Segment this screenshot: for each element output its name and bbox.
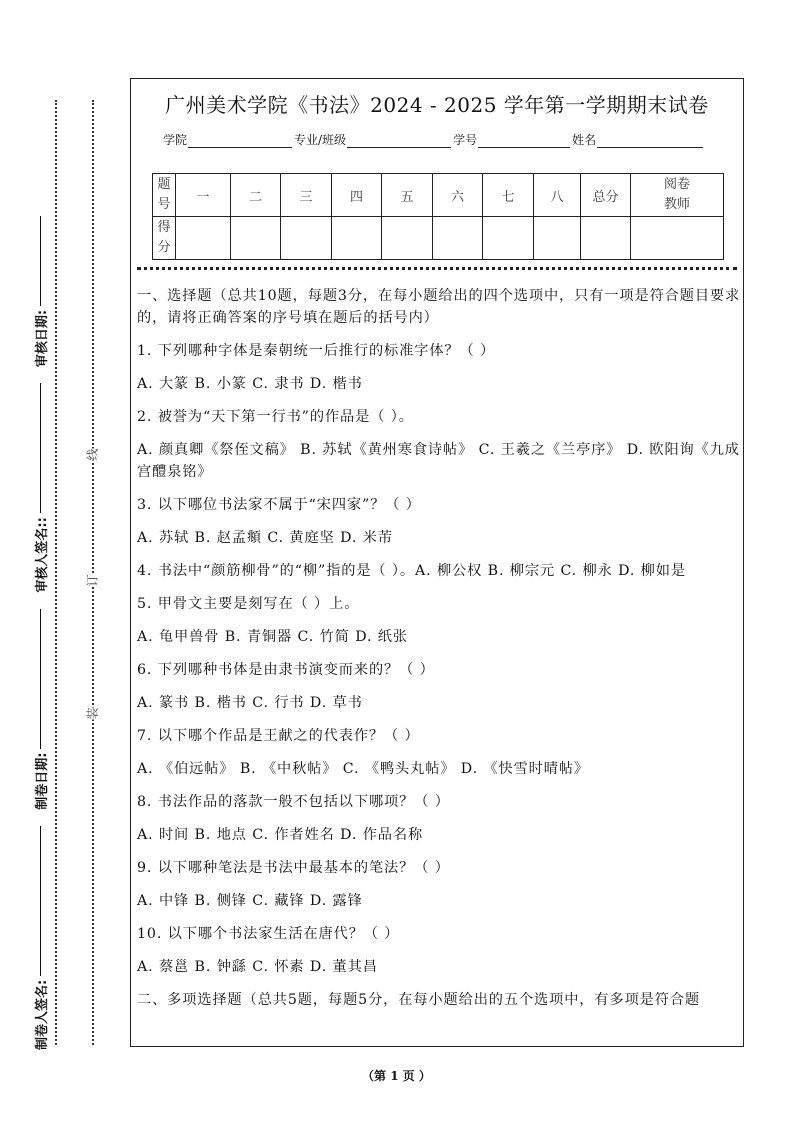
- col-4: 四: [332, 174, 382, 217]
- question-10: 10. 以下哪个书法家生活在唐代？（ ）: [137, 926, 400, 942]
- major-class-field[interactable]: [347, 133, 451, 148]
- question-4: 4. 书法中“颜筋柳骨”的“柳”指的是（ ）。A. 柳公权 B. 柳宗元 C. 柳永 D. 柳如是: [137, 563, 686, 579]
- student-info-line: [163, 131, 705, 148]
- question-9: 9. 以下哪种笔法是书法中最基本的笔法？（ ）: [137, 860, 450, 876]
- col-1: 一: [176, 174, 231, 217]
- student-id-label: 学号: [453, 133, 478, 147]
- score-cell[interactable]: [231, 217, 281, 260]
- question-7-options: A. 《伯远帖》 B. 《中秋帖》 C. 《鸭头丸帖》 D. 《快雪时晴帖》: [137, 761, 590, 777]
- signature-strip: [30, 100, 50, 1050]
- name-label: 姓名: [572, 133, 597, 147]
- binding-dotted-line-inner: [92, 100, 94, 1045]
- score-cell[interactable]: [483, 217, 534, 260]
- question-10-options: A. 蔡邕 B. 钟繇 C. 怀素 D. 董其昌: [137, 959, 378, 975]
- section-2-heading: 二、多项选择题（总共5题，每题5分，在每小题给出的五个选项中，有多项是符合题: [137, 992, 701, 1008]
- page-number: （第 1 页 ）: [362, 1069, 431, 1083]
- college-label: 学院: [163, 133, 188, 147]
- dotted-separator: [137, 267, 737, 270]
- score-table: [152, 173, 724, 260]
- student-id-field[interactable]: [478, 133, 570, 148]
- binding-char-zhuang: 装: [85, 707, 100, 720]
- make-date-field[interactable]: [40, 609, 41, 749]
- question-7: 7. 以下哪个作品是王献之的代表作？（ ）: [137, 728, 420, 744]
- score-cell[interactable]: [176, 217, 231, 260]
- maker-signature-field[interactable]: [40, 826, 41, 976]
- score-table-header-row: [153, 174, 724, 217]
- col-total: 总分: [581, 174, 631, 217]
- score-cell[interactable]: [281, 217, 332, 260]
- col-3: 三: [281, 174, 332, 217]
- col-reviewer: 阅卷 教师: [631, 174, 724, 217]
- question-2: 2. 被誉为“天下第一行书”的作品是（ ）。: [137, 409, 414, 425]
- reviewer-signature-field[interactable]: [40, 383, 41, 513]
- question-1: 1. 下列哪种字体是秦朝统一后推行的标准字体？（ ）: [137, 343, 496, 359]
- binding-char-ding: 订: [85, 574, 100, 587]
- section-1-heading: 一、选择题（总共10题，每题3分，在每小题给出的四个选项中，只有一项是符合题目要求的，请将正确答案的序号填在题后的括号内）: [137, 288, 741, 326]
- score-cell[interactable]: [433, 217, 483, 260]
- name-field[interactable]: [597, 133, 703, 148]
- col-2: 二: [231, 174, 281, 217]
- question-1-options: A. 大篆 B. 小篆 C. 隶书 D. 楷书: [137, 376, 363, 392]
- score-cell[interactable]: [382, 217, 433, 260]
- maker-signature-label: 制卷人签名:: [34, 979, 50, 1050]
- binding-dotted-line-outer: [55, 100, 57, 1045]
- question-8: 8. 书法作品的落款一般不包括以下哪项？（ ）: [137, 794, 450, 810]
- question-5-options: A. 龟甲兽骨 B. 青铜器 C. 竹简 D. 纸张: [137, 629, 408, 645]
- exam-page-frame: [130, 78, 744, 1047]
- question-number-label: 题 号: [153, 174, 176, 217]
- make-date-label: 制卷日期:: [34, 752, 50, 810]
- col-8: 八: [534, 174, 581, 217]
- score-label: 得 分: [153, 217, 176, 260]
- question-6: 6. 下列哪种书体是由隶书演变而来的？（ ）: [137, 662, 435, 678]
- major-class-label: 专业/班级: [294, 133, 347, 147]
- reviewer-signature-label: 审核人签名::: [34, 517, 50, 593]
- question-6-options: A. 篆书 B. 楷书 C. 行书 D. 草书: [137, 695, 363, 711]
- exam-body: [137, 285, 741, 1022]
- review-date-label: 审核日期:: [34, 309, 50, 368]
- college-field[interactable]: [188, 133, 292, 148]
- score-table-score-row: [153, 217, 724, 260]
- question-9-options: A. 中锋 B. 侧锋 C. 藏锋 D. 露锋: [137, 893, 363, 909]
- question-2-options: A. 颜真卿《祭侄文稿》 B. 苏轼《黄州寒食诗帖》 C. 王羲之《兰亭序》 D. 欧阳询《九成宫醴泉铭》: [137, 442, 740, 480]
- col-5: 五: [382, 174, 433, 217]
- question-3: 3. 以下哪位书法家不属于“宋四家”？（ ）: [137, 497, 421, 513]
- score-cell[interactable]: [332, 217, 382, 260]
- review-date-field[interactable]: [40, 216, 41, 306]
- score-cell[interactable]: [631, 217, 724, 260]
- question-8-options: A. 时间 B. 地点 C. 作者姓名 D. 作品名称: [137, 827, 424, 843]
- score-cell[interactable]: [534, 217, 581, 260]
- score-cell[interactable]: [581, 217, 631, 260]
- question-5: 5. 甲骨文主要是刻写在（ ）上。: [137, 596, 360, 612]
- question-3-options: A. 苏轼 B. 赵孟頫 C. 黄庭坚 D. 米芾: [137, 530, 393, 546]
- exam-title: 广州美术学院《书法》2024 - 2025 学年第一学期期末试卷: [165, 93, 709, 117]
- col-7: 七: [483, 174, 534, 217]
- col-6: 六: [433, 174, 483, 217]
- binding-char-xian: 线: [85, 448, 100, 461]
